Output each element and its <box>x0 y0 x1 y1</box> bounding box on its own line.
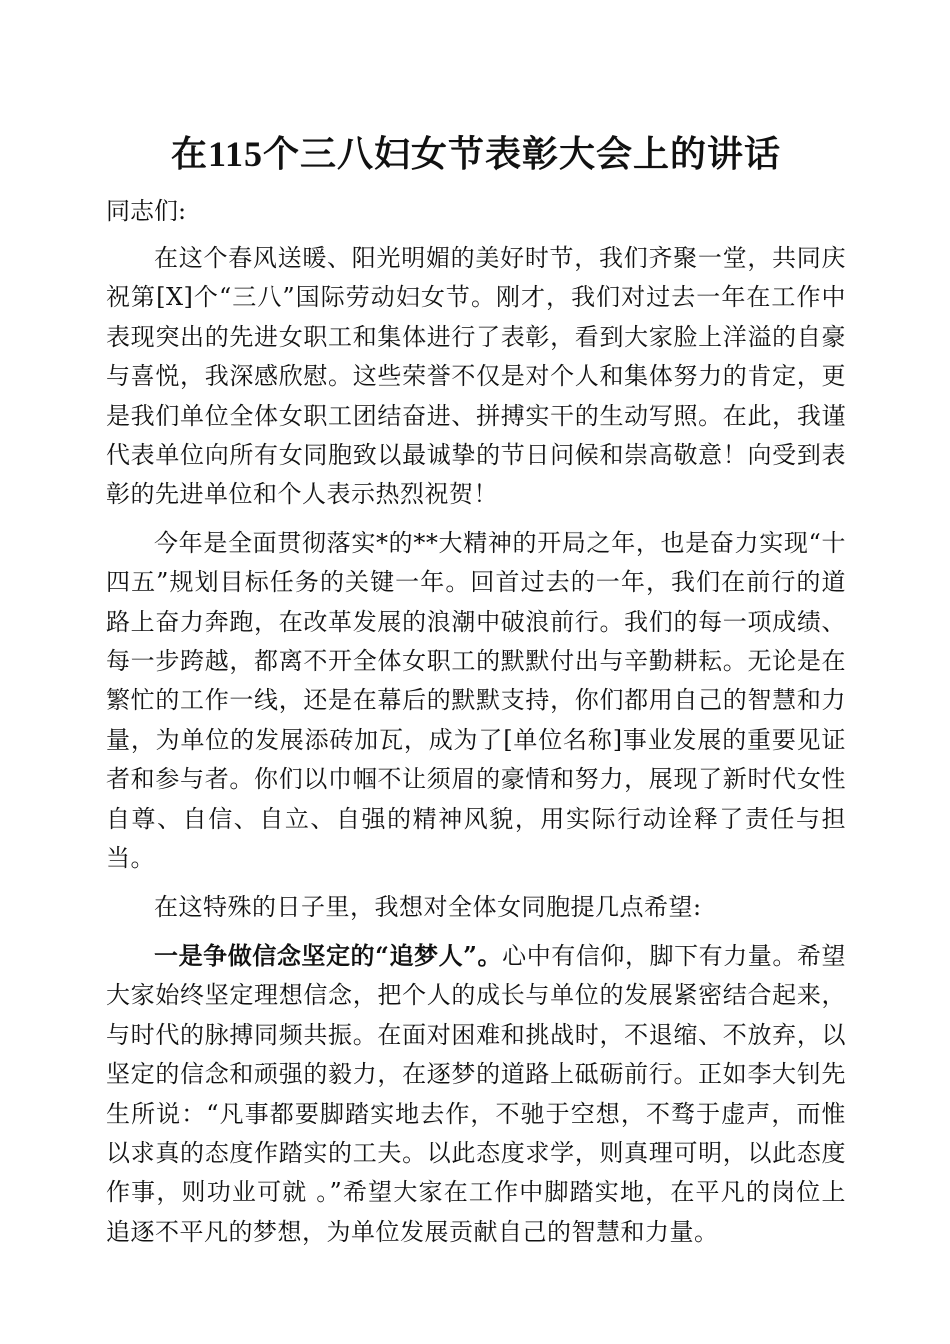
paragraph-3: 在这特殊的日子里，我想对全体女同胞提几点希望: <box>154 892 702 921</box>
document-page <box>106 126 846 1261</box>
paragraph-1: 在这个春风送暖、阳光明媚的美好时节，我们齐聚一堂，共同庆祝第[X]个“三八”国际劳动妇女节。刚才，我们对过去一年在工作中表现突出的先进女职工和集体进行了表彰，看到大家脸上洋溢的自豪与喜悦，我深感欣慰。这些荣誉不仅是对个人和集体努力的肯定，更是我们单位全体女职工团结奋进、拼搏实干的生动写照。在此，我谨代表单位向所有女同胞致以最诚挚的节日问候和崇高敬意！向受到表彰的先进单位和个人表示热烈祝贺！ <box>106 244 846 509</box>
paragraph-4-body: 心中有信仰，脚下有力量。希望大家始终坚定理想信念，把个人的成长与单位的发展紧密结合起来，与时代的脉搏同频共振。在面对困难和挑战时，不退缩、不放弃，以坚定的信念和顽强的毅力，在逐梦的道路上砥砺前行。正如李大钊先生所说：“凡事都要脚踏实地去作，不驰于空想，不骛于虚声，而惟以求真的态度作踏实的工夫。以此态度求学，则真理可明，以此态度作事，则功业可就 。”希望大家在工作中脚踏实地，在平凡的岗位上追逐不平凡的梦想，为单位发展贡献自己的智慧和力量。 <box>106 941 847 1246</box>
title-suffix: 个三八妇女节表彰大会上的讲话 <box>263 134 782 175</box>
title-number: 115 <box>207 134 263 174</box>
document-title <box>106 126 846 183</box>
paragraph-4 <box>106 936 846 1252</box>
title-prefix: 在 <box>170 134 208 175</box>
paragraph-4-lead: 一是争做信念坚定的“追梦人”。 <box>154 940 503 970</box>
salutation: 同志们: <box>106 197 187 225</box>
paragraph-2: 今年是全面贯彻落实*的**大精神的开局之年，也是奋力实现“十四五”规划目标任务的关键一年。回首过去的一年，我们在前行的道路上奋力奔跑，在改革发展的浪潮中破浪前行。我们的每一项成绩、每一步跨越，都离不开全体女职工的默默付出与辛勤耕耘。无论是在繁忙的工作一线，还是在幕后的默默支持，你们都用自己的智慧和力量，为单位的发展添砖加瓦，成为了[单位名称]事业发展的重要见证者和参与者。你们以巾帼不让须眉的豪情和努力，展现了新时代女性自尊、自信、自立、自强的精神风貌，用实际行动诠释了责任与担当。 <box>106 528 846 873</box>
